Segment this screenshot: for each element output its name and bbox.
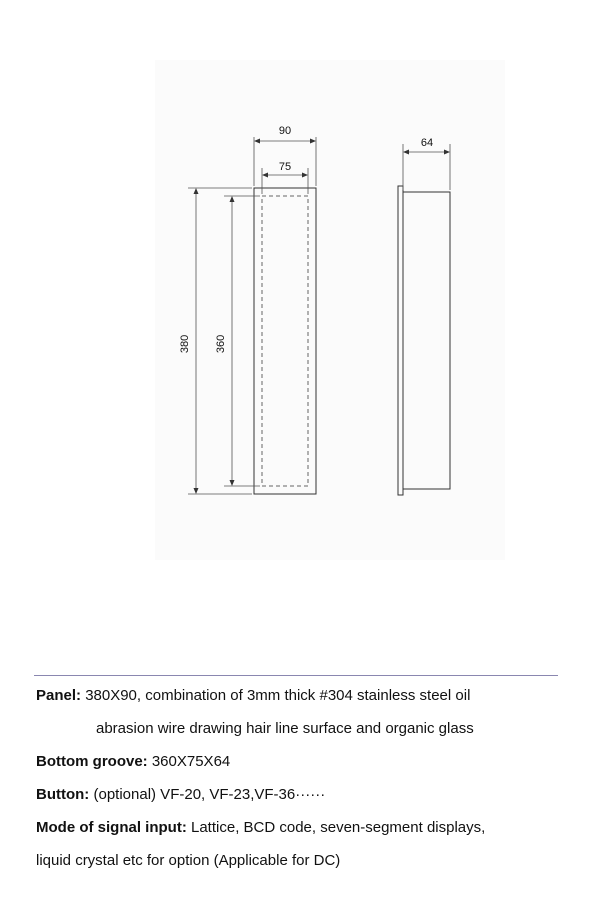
spec-signal-input <box>36 818 576 851</box>
spec-button <box>36 785 576 818</box>
spec-list <box>36 686 576 884</box>
spec-signal-input-text-1: Lattice, BCD code, seven-segment displays, <box>191 819 486 836</box>
dim-depth-label: 64 <box>420 137 434 149</box>
spec-panel <box>36 686 576 719</box>
spec-panel-text-1: 380X90, combination of 3mm thick #304 stainless steel oil <box>85 687 471 704</box>
spec-bottom-groove-label: Bottom groove: <box>36 753 148 770</box>
spec-panel-continuation <box>36 719 576 752</box>
divider-rule <box>34 675 558 676</box>
spec-bottom-groove-text: 360X75X64 <box>151 753 231 770</box>
drawing-sheet <box>155 60 505 560</box>
dim-inner-height-label: 360 <box>215 334 227 354</box>
spec-panel-text-2: abrasion wire drawing hair line surface and organic glass <box>96 720 474 737</box>
spec-bottom-groove <box>36 752 576 785</box>
dim-outer-height-label: 380 <box>179 334 191 354</box>
spec-signal-input-text-2: liquid crystal etc for option (Applicable for DC) <box>36 852 341 869</box>
spec-button-text: (optional) VF-20, VF-23,VF-36······ <box>93 786 326 803</box>
spec-panel-label: Panel: <box>36 687 82 704</box>
spec-button-label: Button: <box>36 786 90 803</box>
dim-outer-width-label: 90 <box>278 125 292 137</box>
spec-signal-input-label: Mode of signal input: <box>36 819 187 836</box>
dim-inner-width-label: 75 <box>278 161 292 173</box>
spec-signal-input-continuation <box>36 851 576 884</box>
